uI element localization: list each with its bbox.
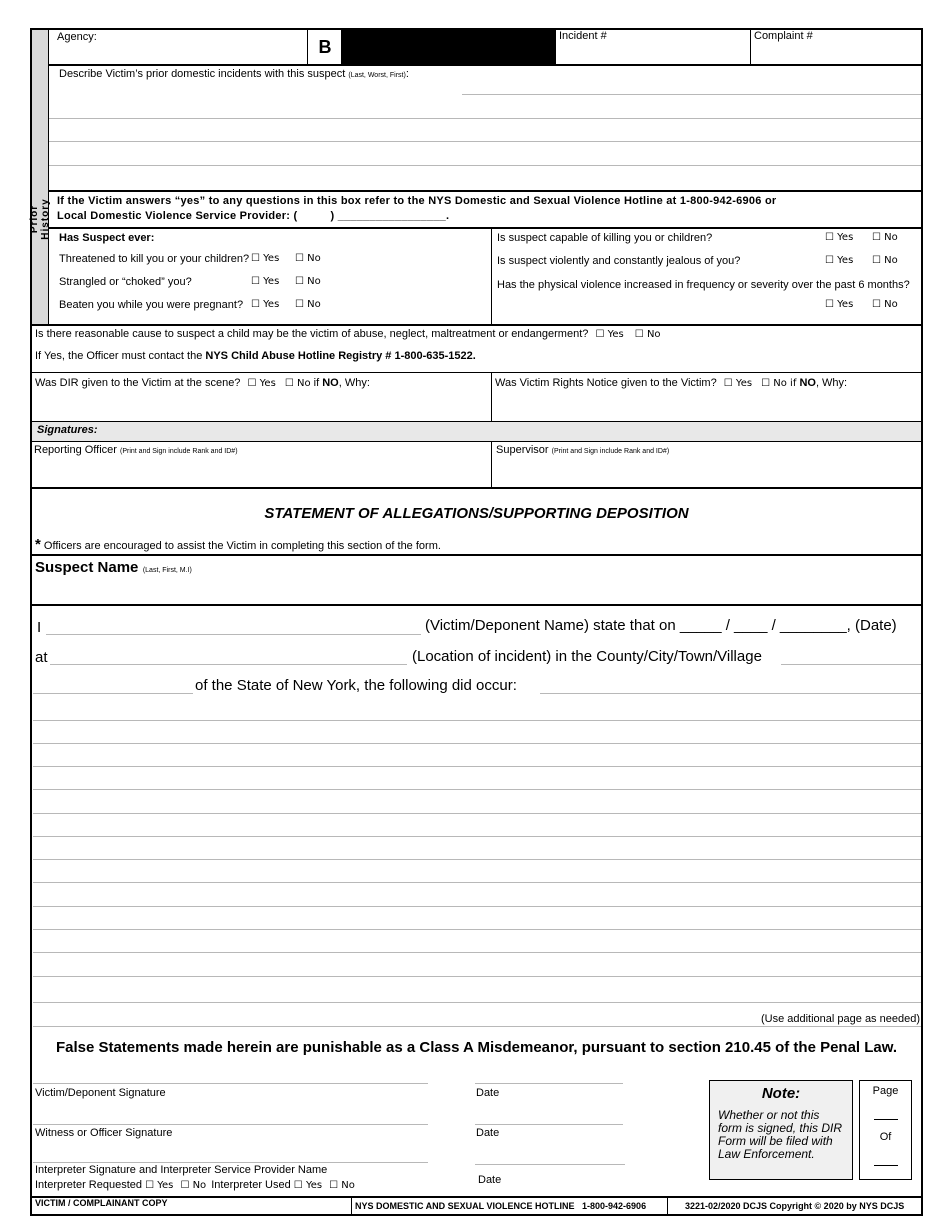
checkbox-jealous-no[interactable]: ☐ No xyxy=(872,255,898,266)
statement-title: STATEMENT OF ALLEGATIONS/SUPPORTING DEPOSITION xyxy=(264,505,689,522)
complaint-label: Complaint # xyxy=(754,30,813,42)
checkbox-strangled-yes[interactable]: ☐ Yes xyxy=(251,276,280,287)
note-body: Whether or not this form is signed, this DIR Form will be filed with Law Enforcement. xyxy=(718,1108,843,1161)
suspect-name-field[interactable] xyxy=(33,578,918,602)
checkbox-rights-yes[interactable]: ☐ Yes xyxy=(723,378,753,389)
victim-signature-line[interactable] xyxy=(33,1083,428,1084)
interpreter-signature-line[interactable] xyxy=(33,1162,428,1163)
prior-incidents-text-area[interactable] xyxy=(48,80,921,190)
supervisor-label: Supervisor (Print and Sign include Rank and ID#) xyxy=(496,444,670,456)
footer-copyright: 3221-02/2020 DCJS Copyright © 2020 by NYS DCJS xyxy=(685,1201,905,1211)
victim-rights-notice-question: Was Victim Rights Notice given to the Victim? ☐ Yes ☐ No if NO, Why: xyxy=(495,377,848,389)
question-jealous: Is suspect violently and constantly jealous of you? xyxy=(497,255,741,267)
statement-note: * Officers are encouraged to assist the Victim in completing this section of the form. xyxy=(35,536,441,553)
footer-hotline: NYS DOMESTIC AND SEXUAL VIOLENCE HOTLINE 1-800-942-6906 xyxy=(355,1201,647,1211)
county-city-line[interactable] xyxy=(781,664,921,665)
child-abuse-question: Is there reasonable cause to suspect a child may be the victim of abuse, neglect, maltreatment or endangerment? ☐ Yes ☐ No xyxy=(35,328,661,340)
page-number-field[interactable] xyxy=(874,1119,898,1120)
checkbox-capable-yes[interactable]: ☐ Yes xyxy=(825,232,854,243)
child-abuse-hotline-instruction: If Yes, the Officer must contact the NYS Child Abuse Hotline Registry # 1-800-635-1522. xyxy=(35,350,476,362)
interpreter-date-line[interactable] xyxy=(475,1164,625,1165)
witness-date-line[interactable] xyxy=(475,1124,623,1125)
checkbox-dir-no[interactable]: ☐ No xyxy=(284,378,311,389)
checkbox-increased-no[interactable]: ☐ No xyxy=(872,299,898,310)
note-title: Note: xyxy=(761,1085,801,1102)
hotline-referral-line1: If the Victim answers “yes” to any questions in this box refer to the NYS Domestic and Sexual Violence Hotline at 1-800-942-6906 or xyxy=(57,195,777,207)
checkbox-interpreter-requested-yes[interactable]: ☐ Yes xyxy=(145,1180,174,1191)
page-number-box xyxy=(859,1080,912,1180)
incident-location-line[interactable] xyxy=(50,664,407,665)
checkbox-beaten-yes[interactable]: ☐ Yes xyxy=(251,299,280,310)
of-label: Of xyxy=(879,1131,892,1143)
i-label: I xyxy=(37,619,42,636)
additional-page-note: (Use additional page as needed) xyxy=(760,1013,920,1025)
witness-date-label: Date xyxy=(476,1127,500,1139)
question-threatened-to-kill: Threatened to kill you or your children? xyxy=(59,253,250,265)
checkbox-interpreter-used-no[interactable]: ☐ No xyxy=(329,1180,355,1191)
witness-signature-line[interactable] xyxy=(33,1124,428,1125)
question-strangled: Strangled or “choked” you? xyxy=(59,276,192,288)
victim-signature-label: Victim/Deponent Signature xyxy=(35,1087,166,1099)
copy-designation: VICTIM / COMPLAINANT COPY xyxy=(35,1198,168,1208)
checkbox-interpreter-used-yes[interactable]: ☐ Yes xyxy=(293,1180,323,1191)
suspect-name-label: Suspect Name (Last, First, M.I) xyxy=(35,559,192,576)
checkbox-dir-yes[interactable]: ☐ Yes xyxy=(247,378,276,389)
witness-signature-label: Witness or Officer Signature xyxy=(35,1127,173,1139)
incident-number-field[interactable] xyxy=(559,44,747,64)
complaint-number-field[interactable] xyxy=(754,44,919,64)
checkbox-rights-no[interactable]: ☐ No if xyxy=(761,378,797,389)
checkbox-jealous-yes[interactable]: ☐ Yes xyxy=(825,255,854,266)
page-label: Page xyxy=(872,1085,899,1097)
deposition-text-area[interactable] xyxy=(33,700,921,1005)
location-county-text: (Location of incident) in the County/City/Town/Village xyxy=(412,648,762,665)
victim-state-date-text: (Victim/Deponent Name) state that on _____ / ____ / ________, (Date) xyxy=(425,617,897,634)
dir-given-question: Was DIR given to the Victim at the scene? ☐ Yes ☐ No if NO, Why: xyxy=(35,377,370,389)
checkbox-threatened-no[interactable]: ☐ No xyxy=(295,253,321,264)
question-capable-of-killing: Is suspect capable of killing you or children? xyxy=(497,232,713,244)
county-city-line-continued[interactable] xyxy=(33,693,193,694)
checkbox-child-abuse-no[interactable]: ☐ No xyxy=(634,329,661,340)
checkbox-interpreter-requested-no[interactable]: ☐ No xyxy=(180,1180,207,1191)
form-letter: B xyxy=(318,37,332,57)
checkbox-capable-no[interactable]: ☐ No xyxy=(872,232,898,243)
describe-prior-incidents-label: Describe Victim’s prior domestic incidents with this suspect (Last, Worst, First): xyxy=(59,68,409,80)
total-pages-field[interactable] xyxy=(874,1165,898,1166)
signatures-bar xyxy=(32,421,921,442)
checkbox-child-abuse-yes[interactable]: ☐ Yes xyxy=(595,329,624,340)
has-suspect-ever-heading: Has Suspect ever: xyxy=(59,232,155,244)
note-box xyxy=(709,1080,853,1180)
false-statements-warning: False Statements made herein are punishable as a Class A Misdemeanor, pursuant to section 210.45 of the Penal Law. xyxy=(55,1039,898,1056)
victim-date-label: Date xyxy=(476,1087,500,1099)
interpreter-signature-label: Interpreter Signature and Interpreter Service Provider Name xyxy=(35,1164,328,1176)
signatures-heading: Signatures: xyxy=(37,424,98,436)
checkbox-threatened-yes[interactable]: ☐ Yes xyxy=(251,253,280,264)
reporting-officer-label: Reporting Officer (Print and Sign include Rank and ID#) xyxy=(34,444,238,456)
hotline-referral-line2: Local Domestic Violence Service Provider: ( ) _________________. xyxy=(57,210,450,222)
prior-history-sidebar xyxy=(29,30,51,324)
interpreter-options: Interpreter Requested ☐ Yes ☐ No Interpreter Used ☐ Yes ☐ No xyxy=(35,1179,355,1191)
victim-deponent-name-line[interactable] xyxy=(46,634,421,635)
question-violence-increased: Has the physical violence increased in frequency or severity over the past 6 months? xyxy=(497,279,910,291)
incident-label: Incident # xyxy=(559,30,607,42)
agency-label: Agency: xyxy=(57,31,97,43)
victim-date-line[interactable] xyxy=(475,1083,623,1084)
reporting-officer-field[interactable] xyxy=(33,458,488,486)
header-black-band xyxy=(341,30,556,66)
at-label: at xyxy=(35,649,48,666)
supervisor-field[interactable] xyxy=(494,458,919,486)
prior-history-label: Prior History xyxy=(29,198,51,240)
checkbox-strangled-no[interactable]: ☐ No xyxy=(295,276,321,287)
interpreter-date-label: Date xyxy=(478,1174,502,1186)
state-of-ny-text: of the State of New York, the following did occur: xyxy=(195,677,517,694)
checkbox-beaten-no[interactable]: ☐ No xyxy=(295,299,321,310)
checkbox-increased-yes[interactable]: ☐ Yes xyxy=(825,299,854,310)
question-beaten-pregnant: Beaten you while you were pregnant? xyxy=(59,299,244,311)
